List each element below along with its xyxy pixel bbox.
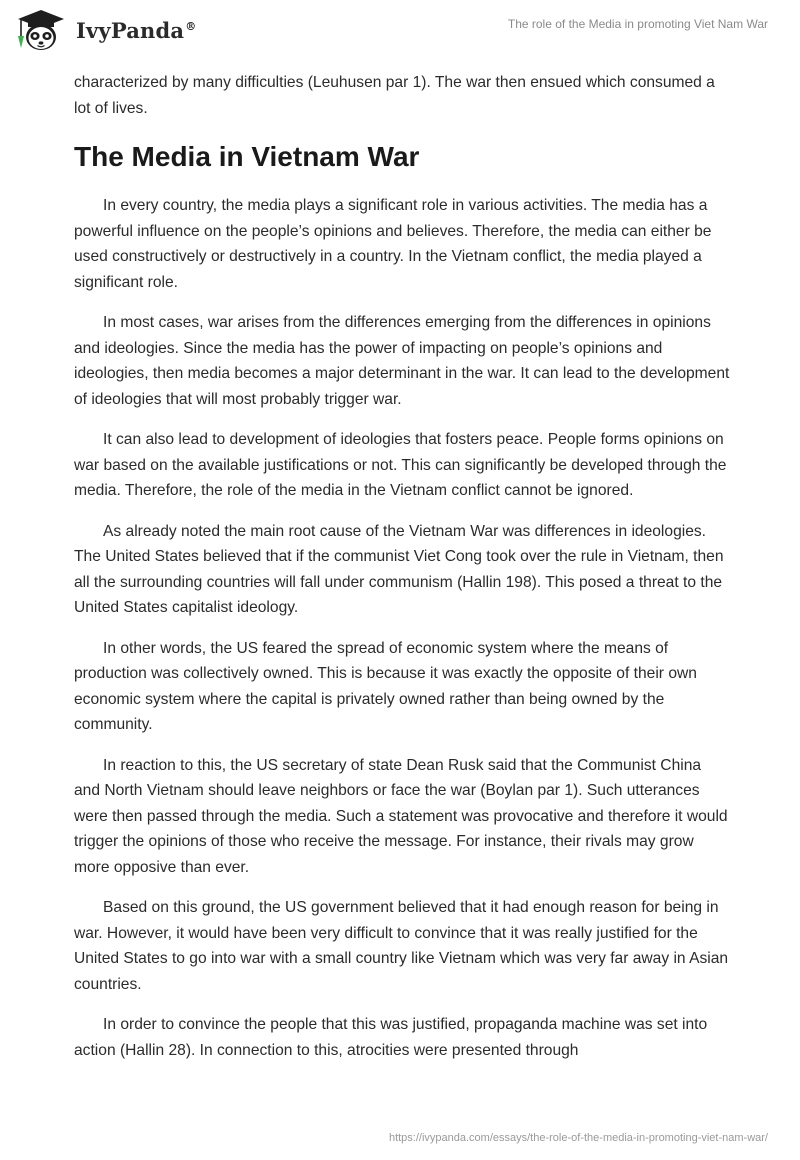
essay-body: [74, 70, 730, 1078]
section-heading: The Media in Vietnam War: [74, 141, 420, 172]
intro-continuation: characterized by many difficulties (Leuhusen par 1). The war then ensued which consumed a lot of lives.: [74, 74, 715, 117]
paragraph: It can also lead to development of ideologies that fosters peace. People forms opinions on war based on the available justifications or not. This can significantly be developed through the media. Therefore, the role of the media in the Vietnam conflict cannot be ignored.: [74, 431, 727, 499]
paragraph: In other words, the US feared the spread of economic system where the means of production was collectively owned. This is because it was exactly the opposite of their own economic system where the capital is privately owned rather than being owned by the community.: [74, 639, 697, 733]
paragraph: In reaction to this, the US secretary of state Dean Rusk said that the Communist China and North Vietnam should leave neighbors or face the war (Boylan par 1). Such utterances were then passed through the media. Such a statement was provocative and therefore it would trigger the opinions of those who receive the message. For instance, their rivals may grow more opposive than ever.: [74, 756, 728, 876]
paragraph: Based on this ground, the US government believed that it had enough reason for being in war. However, it would have been very difficult to convince that it was really justified for the United States to go into war with a small country like Vietnam which was very far away in Asian countries.: [74, 899, 729, 993]
ivypanda-logo[interactable]: [14, 8, 196, 52]
paragraph: In most cases, war arises from the differences emerging from the differences in opinions and ideologies. Since the media has the power of impacting on people’s opinions and ideologies, then media becomes a major determinant in the war. It can lead to the development of ideologies that will most probably trigger war.: [74, 314, 730, 408]
brand-name: IvyPanda®: [76, 17, 197, 43]
paragraph: As already noted the main root cause of the Vietnam War was differences in ideologies. The United States believed that if the communist Viet Cong took over the rule in Vietnam, then all the surrounding countries will fall under communism (Hallin 198). This posed a threat to the United States capitalist ideology.: [74, 522, 724, 616]
page-header: [0, 0, 800, 68]
source-url[interactable]: https://ivypanda.com/essays/the-role-of-the-media-in-promoting-viet-nam-war/: [388, 1132, 768, 1144]
paragraph: In order to convince the people that this was justified, propaganda machine was set into action (Hallin 28). In connection to this, atrocities were presented through: [74, 1016, 708, 1059]
document-title: The role of the Media in promoting Viet Nam War: [507, 17, 768, 31]
paragraph: In every country, the media plays a significant role in various activities. The media has a powerful influence on the people’s opinions and believes. Therefore, the media can either be used constructively or destructively in a country. In the Vietnam conflict, the media played a significant role.: [74, 197, 712, 291]
panda-graduate-icon: [14, 8, 70, 52]
